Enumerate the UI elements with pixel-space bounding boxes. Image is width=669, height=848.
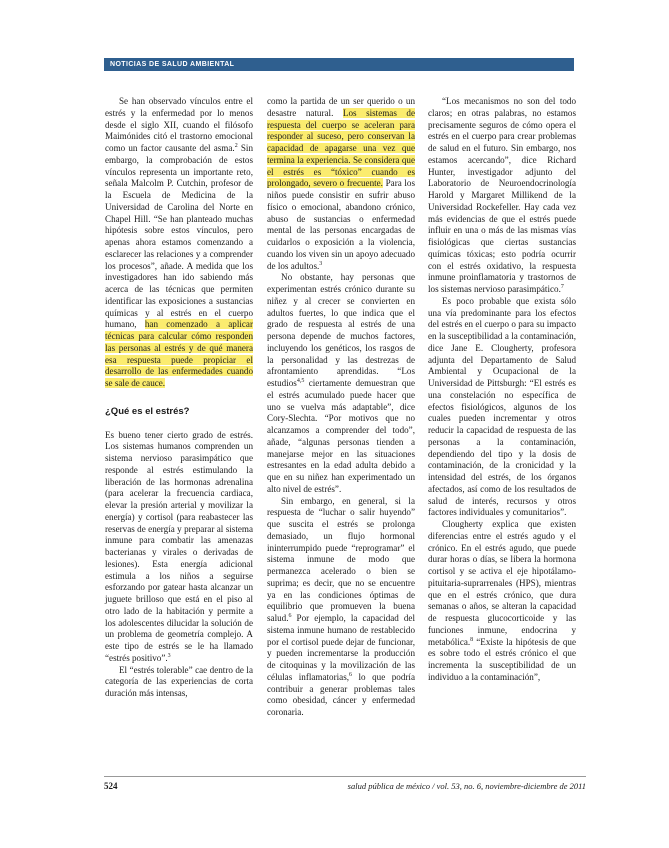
footnote-ref: 4,5 [296,377,305,384]
text-run: lo que podría contribuir a generar problemas tales como obesidad, cáncer y enfermedad coronaria. [267,671,415,717]
footnote-ref: 6 [288,612,292,619]
text-run: como la partida de un ser querido o un desastre natural. [267,96,415,118]
footnote-ref: 6 [349,671,353,678]
text-run: Clougherty explica que existen diferencias entre el estrés agudo y el crónico. En el estrés agudo, que puede durar horas o días, se libera la hormona cortisol y se activa el eje hipotálamo-pituitaria-suprarrenales (HPS), mientras que en el estrés crónico, que dura semanas o años, se alteran la capacidad de respuesta glucocorticoide y las funciones inmune, endocrina y metabólica. [428,519,576,647]
section-heading: ¿Qué es el estrés? [105,405,190,417]
page-number: 524 [104,781,118,791]
text-run: Es bueno tener cierto grado de estrés. Los sistemas humanos comprenden un sistema nervioso parasimpático que responde al estrés estimulando la liberación de las hormonas adrenalina (para acelerar la frecuencia cardiaca, elevar la presión arterial y movilizar la energía) y cortisol (para reabastecer las reservas de energía y preparar al sistema inmune para combatir las amenazas bacterianas y virales o derivadas de lesiones). Esta energía adicional estimula a los niños a seguirse esforzando por gatear hasta alcanzar un juguete brilloso que está en el piso al otro lado de la habitación y permite a los adolescentes dilucidar la solución de un problema de geometría complejo. A este tipo de estrés se le ha llamado “estrés positivo”. [105,429,253,663]
text-run: El “estrés tolerable” cae dentro de la categoría de las experiencias de corta duración más intensas, [105,664,253,698]
footnote-ref: 8 [470,636,474,643]
paragraph [267,272,415,495]
footer-divider [104,776,586,777]
paragraph [267,496,415,719]
paragraph [428,296,576,519]
paragraph [105,665,253,700]
text-column-1 [105,96,253,700]
footnote-ref: 7 [560,283,564,290]
paragraph [267,96,415,272]
text-run: Por ejemplo, la capacidad del sistema inmune humano de restablecido por el cortisol puede dejar de funcionar, y pueden incrementarse la producción de citoquinas y la movilización de las células inflamatorias, [267,613,415,682]
highlighted-text: han comenzado a aplicar técnicas para calcular cómo responden las personas al estrés y de qué manera esa respuesta puede propiciar el desarrollo de las enfermedades cuando se sale de cauce. [105,319,253,388]
text-run: “Existe la hipótesis de que es sobre todo el estrés crónico el que incrementa la susceptibilidad de un individuo a la contaminación”, [428,636,576,682]
highlighted-text: Los sistemas de respuesta del cuerpo se aceleran para responder al suceso, pero conservan la capacidad de apagarse una vez que termina la experiencia. Se considera que el estrés es “tóxico” cuando es prolongado, severo o frecuente. [267,107,416,189]
text-run: Sin embargo, la comprobación de estos vínculos representa un importante reto, señala Malcolm P. Cutchin, profesor de la Escuela de Medicina de la Universidad de Carolina del Norte en Chapel Hill. “Se han planteado muchas hipótesis sobre estos vínculos, pero apenas ahora estamos comenzando a esclarecer las relaciones y a comprender los procesos”, añade. A medida que los investigadores han ido sabiendo más acerca de las técnicas que permiten identificar las exposiciones a sustancias químicas y al estrés en el cuerpo humano, [105,143,253,330]
text-run: No obstante, hay personas que experimentan estrés crónico durante su niñez y al crecer se convierten en adultos fuertes, lo que indica que el grado de respuesta al estrés de una persona depende de muchos factores, incluyendo los genéticos, los rasgos de la personalidad y las destrezas de afrontamiento aprendidas. “Los estudios [267,272,415,388]
text-run: “Los mecanismos no son del todo claros; en otras palabras, no estamos precisamente seguros de cómo opera el estrés en el cuerpo para crear problemas de salud en el futuro. Sin embargo, nos estamos acercando”, dice Richard Hunter, investigador adjunto del Laboratorio de Neuroendocrinología Harold y Margaret Millikend de la Universidad Rockefeller. Hay cada vez más evidencias de que el estrés puede influir en una o más de las mismas vías fisiológicas que ciertas sustancias químicas tóxicas; esto podría ocurrir con el estrés oxidativo, la respuesta inmune proinflamatoria y trastornos de los sistemas nervioso parasimpático. [428,96,576,294]
text-run: ciertamente demuestran que el estrés acumulado puede hacer que uno se vuelva más adaptable”, dice Cory-Slechta. “Por motivos que no alcanzamos a comprender del todo”, añade, “algunas personas tienden a manejarse mejor en las situaciones estresantes en la edad adulta debido a que en su niñez han experimentado un alto nivel de estrés”. [267,378,415,494]
section-header-bar [104,58,574,71]
text-column-3 [428,96,576,684]
text-run: Sin embargo, en general, si la respuesta de “luchar o salir huyendo” que suscita el estrés se prolonga demasiado, un flujo hormonal ininterrumpido puede “reprogramar” el sistema inmune de modo que permanezca acelerado o bien se suprima; es decir, que no se encuentre ya en las condiciones óptimas de equilibrio que promueven la buena salud. [267,495,415,623]
text-run: Es poco probable que exista sólo una vía predominante para los efectos del estrés en el cuerpo o para su impacto en la susceptibilidad a la contaminación, dice Jane E. Clougherty, profesora adjunta del Departamento de Salud Ambiental y Ocupacional de la Universidad de Pittsburgh: “El estrés es una constelación no específica de efectos fisiológicos, algunos de los cuales pueden incrementar y otros reducir la capacidad de respuesta de las personas a la contaminación, dependiendo del tipo y la dosis de contaminación, de la cronicidad y la intensidad del estrés, de los órganos afectados, así como de los resultados de salud de interés, recursos y otros factores individuales y comunitarios”. [428,295,576,518]
section-title: NOTICIAS DE SALUD AMBIENTAL [110,61,235,68]
paragraph [105,96,253,390]
journal-citation: salud pública de méxico / vol. 53, no. 6, noviembre-diciembre de 2011 [347,781,586,791]
footnote-ref: 3 [167,652,171,659]
paragraph [428,519,576,684]
footnote-ref: 3 [319,260,323,267]
footnote-ref: 2 [234,142,238,149]
text-run: Para los niños puede consistir en sufrir abuso físico o emocional, abandono crónico, abuso de sustancias o enfermedad mental de las personas encargadas de cuidarlos o exposición a la violencia, cuando los viven sin un apoyo adecuado de los adultos. [267,178,415,271]
text-column-2 [267,96,415,719]
paragraph [105,430,253,665]
paragraph [428,96,576,296]
text-run: Se han observado vínculos entre el estrés y la enfermedad por lo menos desde el siglo XII, cuando el filósofo Maimónides citó el trastorno emocional como un factor causante del asma. [105,96,253,153]
